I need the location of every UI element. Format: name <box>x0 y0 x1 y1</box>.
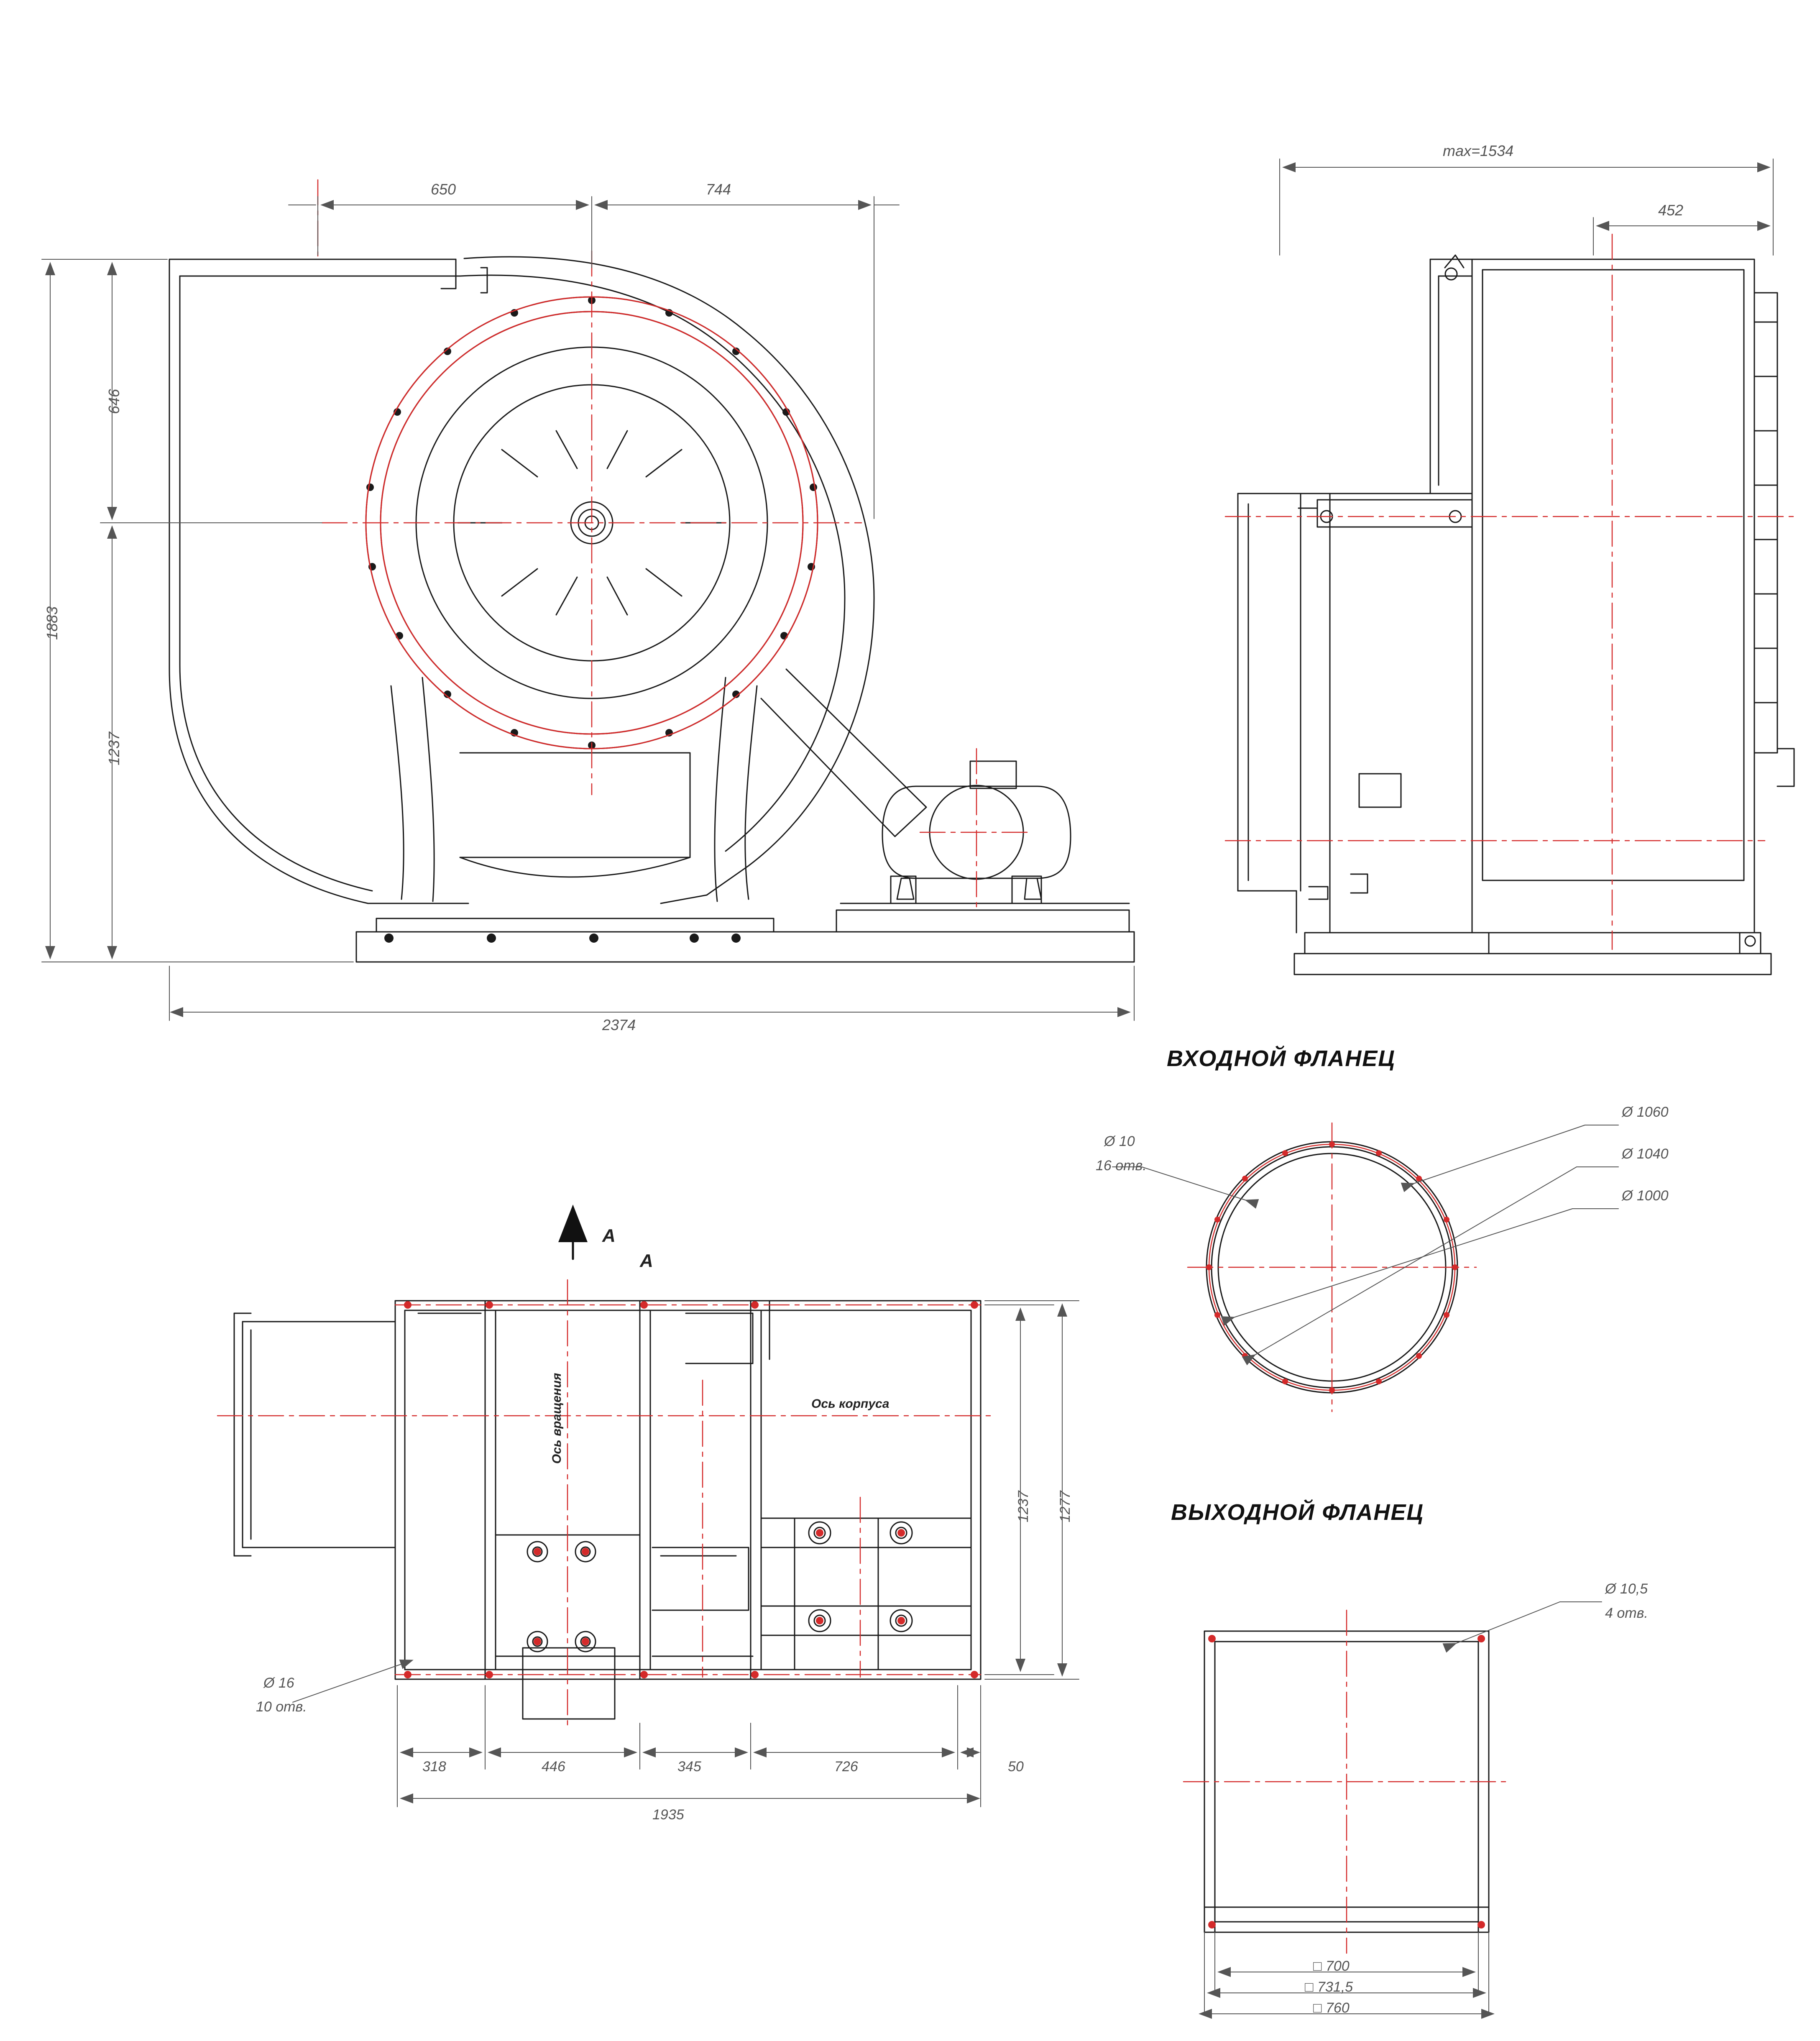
top-dim-726: 726 <box>834 1759 858 1775</box>
square-symbol-700: □ <box>1313 1958 1322 1974</box>
top-dim-50: 50 <box>1008 1759 1024 1775</box>
top-dim-1237: 1237 <box>1015 1491 1031 1522</box>
side-dimensions <box>1280 159 1773 255</box>
top-hole-count: 10 отв. <box>256 1699 307 1715</box>
top-dim-1935: 1935 <box>652 1807 684 1823</box>
square-symbol-7315: □ <box>1305 1979 1314 1995</box>
dim-max-1534: max=1534 <box>1443 142 1514 159</box>
inlet-hole-dia: Ø 10 <box>1104 1133 1135 1149</box>
axis-rotation-label: Ось вращения <box>550 1373 564 1464</box>
dim-646: 646 <box>105 389 123 414</box>
front-view-geometry <box>169 257 1134 962</box>
section-label-a1: A <box>602 1225 616 1246</box>
square-symbol-760: □ <box>1313 2000 1322 2016</box>
dim-744: 744 <box>706 181 731 198</box>
outlet-dim-700 <box>1313 1958 1350 1975</box>
top-hole-dia: Ø 16 <box>263 1675 294 1691</box>
inlet-flange-dimensions <box>1112 1125 1618 1355</box>
dim-650: 650 <box>431 181 456 198</box>
front-dimensions <box>42 197 1134 1020</box>
side-centerlines <box>1225 234 1798 949</box>
top-dimensions <box>293 1301 1079 1807</box>
outlet-hole-count: 4 отв. <box>1605 1605 1648 1621</box>
dim-452: 452 <box>1658 202 1684 219</box>
top-view-bolts <box>404 1301 978 1678</box>
top-dim-1277: 1277 <box>1057 1491 1073 1522</box>
outlet-flange-title: ВЫХОДНОЙ ФЛАНЕЦ <box>1171 1500 1424 1525</box>
side-view-geometry <box>1238 255 1794 974</box>
outlet-dim-760-value: 760 <box>1326 2000 1350 2016</box>
top-dim-345: 345 <box>677 1759 701 1775</box>
outlet-dim-700-value: 700 <box>1326 1958 1350 1974</box>
dim-2374: 2374 <box>602 1016 636 1033</box>
inlet-hole-count: 16 отв. <box>1096 1158 1147 1174</box>
inlet-dim-1040: Ø 1040 <box>1622 1146 1669 1162</box>
outlet-flange-dimensions <box>1200 1602 1602 2014</box>
top-view-geometry <box>234 1301 981 1719</box>
front-centerlines <box>318 180 1033 912</box>
inlet-dim-1060: Ø 1060 <box>1622 1104 1669 1120</box>
axis-housing-label: Ось корпуса <box>811 1397 890 1411</box>
top-dim-446: 446 <box>542 1759 565 1775</box>
outlet-hole-dia: Ø 10,5 <box>1605 1581 1648 1597</box>
dim-1883: 1883 <box>43 606 61 640</box>
outlet-dim-760 <box>1313 2000 1350 2016</box>
top-dim-318: 318 <box>422 1759 446 1775</box>
inlet-dim-1000: Ø 1000 <box>1622 1188 1669 1204</box>
outlet-dim-7315 <box>1305 1979 1353 1995</box>
dim-1237: 1237 <box>105 731 123 765</box>
inlet-flange-title: ВХОДНОЙ ФЛАНЕЦ <box>1167 1046 1396 1071</box>
outlet-dim-7315-value: 731,5 <box>1317 1979 1353 1995</box>
section-label-a2: A <box>640 1251 653 1271</box>
